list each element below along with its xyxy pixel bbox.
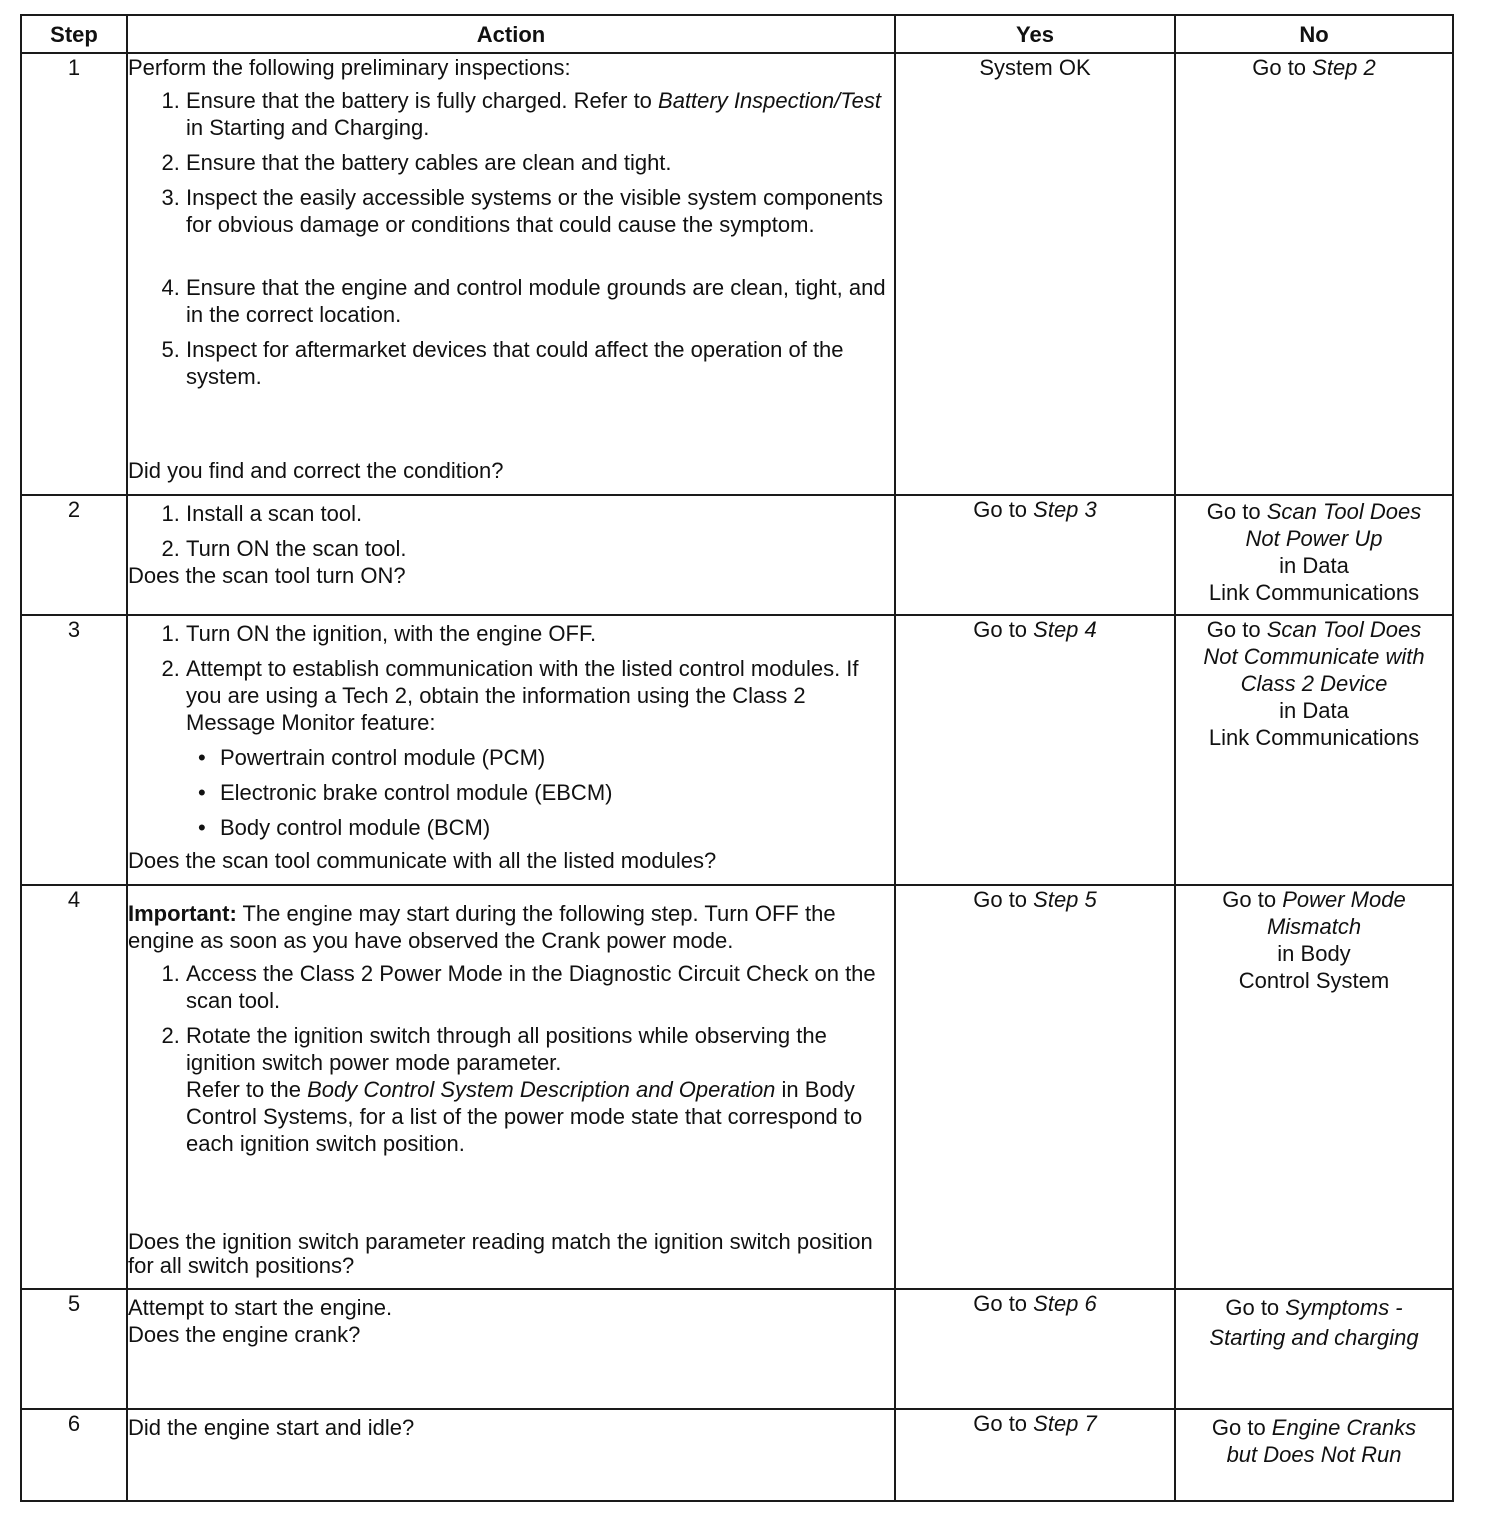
instruction-list (128, 500, 894, 562)
cross-reference-link: Step 5 (1033, 887, 1097, 912)
instruction-text: Attempt to start the engine. (128, 1295, 393, 1320)
list-item: • Powertrain control module (PCM) (220, 744, 894, 771)
list-item: 4. Ensure that the engine and control module grounds are clean, tight, and in the correct location. (186, 274, 894, 328)
step-number: 5 (21, 1289, 127, 1409)
list-item: 3. Inspect the easily accessible systems or the visible system components for obvious damage or conditions that could cause the symptom. (186, 184, 894, 238)
question-text: Did you find and correct the condition? (128, 458, 504, 483)
list-item: • Body control module (BCM) (220, 814, 894, 841)
action-cell (127, 885, 895, 1289)
cross-reference-link: Step 3 (1033, 497, 1097, 522)
list-item: 2. Ensure that the battery cables are clean and tight. (186, 149, 894, 176)
diagnostic-page (20, 14, 1454, 1502)
list-item: 2. Turn ON the scan tool. (186, 535, 894, 562)
step-number: 3 (21, 615, 127, 885)
action-cell (127, 495, 895, 615)
question-text: Did the engine start and idle? (128, 1415, 415, 1440)
header-step: Step (21, 15, 127, 53)
question-text: Does the scan tool communicate with all the listed modules? (128, 848, 717, 873)
no-result: Go to Symptoms - Starting and charging (1175, 1289, 1453, 1409)
yes-result: Go to Step 6 (895, 1289, 1175, 1409)
module-list (186, 744, 894, 841)
yes-result: Go to Step 5 (895, 885, 1175, 1289)
cross-reference-link: Step 7 (1033, 1411, 1097, 1436)
no-result: Go to Scan Tool Does Not Power Up in Data Link Communications (1175, 495, 1453, 615)
table-row-step-1 (21, 53, 1453, 495)
header-yes: Yes (895, 15, 1175, 53)
cross-reference-link: Body Control System Description and Operation (307, 1077, 776, 1102)
no-result: Go to Engine Cranks but Does Not Run (1175, 1409, 1453, 1501)
list-item: 1. Ensure that the battery is fully charged. Refer to Battery Inspection/Test in Starting and Charging. (186, 87, 894, 141)
step-number: 2 (21, 495, 127, 615)
cross-reference-link: Symptoms - (1285, 1295, 1403, 1320)
table-row-step-3 (21, 615, 1453, 885)
no-result: Go to Step 2 (1175, 53, 1453, 495)
cross-reference-link: Battery Inspection/Test (658, 88, 882, 113)
list-item: 5. Inspect for aftermarket devices that could affect the operation of the system. (186, 336, 894, 390)
table-row-step-5 (21, 1289, 1453, 1409)
list-item: 1. Turn ON the ignition, with the engine OFF. (186, 620, 894, 647)
instruction-list (128, 620, 894, 841)
list-item: 2. Attempt to establish communication with the listed control modules. If you are using a Tech 2, obtain the information using the Class 2 Message Monitor feature: • Powertrain control module (PCM) • Electronic brake control module (EBCM) • Body control module (BCM) (186, 655, 894, 841)
step-number: 4 (21, 885, 127, 1289)
instruction-list (128, 954, 894, 1157)
cross-reference-link: Engine Cranks (1271, 1415, 1417, 1440)
question-text: Does the engine crank? (128, 1322, 361, 1347)
instruction-list (128, 81, 894, 390)
yes-result: Go to Step 7 (895, 1409, 1175, 1501)
refer-note: Refer to the Body Control System Description and Operation in Body Control Systems, for a list of the power mode state that correspond to each ignition switch position. (186, 1077, 863, 1156)
cross-reference-link: Step 6 (1033, 1291, 1097, 1316)
action-cell (127, 1409, 895, 1501)
cross-reference-link: Step 4 (1033, 617, 1097, 642)
cross-reference-link: Scan Tool Does (1266, 617, 1422, 642)
list-item: 2. Rotate the ignition switch through all positions while observing the ignition switch power mode parameter. Refer to the Body Control System Description and Operation in Body Control Systems, for a list of the power mode state that correspond to each ignition switch position. (186, 1022, 894, 1157)
cross-reference-link: Step 2 (1312, 55, 1376, 80)
list-item: • Electronic brake control module (EBCM) (220, 779, 894, 806)
header-no: No (1175, 15, 1453, 53)
important-note: Important: The engine may start during the following step. Turn OFF the engine as soon as you have observed the Crank power mode. (128, 901, 836, 953)
no-result: Go to Scan Tool Does Not Communicate with Class 2 Device in Data Link Communications (1175, 615, 1453, 885)
diagnostic-table (20, 14, 1454, 1502)
question-text: Does the scan tool turn ON? (128, 563, 406, 588)
header-row (21, 15, 1453, 53)
action-cell (127, 53, 895, 495)
cross-reference-link: Scan Tool Does (1266, 499, 1422, 524)
intro-text: Perform the following preliminary inspections: (128, 55, 571, 80)
cross-reference-link: Power Mode (1282, 887, 1406, 912)
header-action: Action (127, 15, 895, 53)
table-row-step-4 (21, 885, 1453, 1289)
yes-result: Go to Step 3 (895, 495, 1175, 615)
yes-result: Go to Step 4 (895, 615, 1175, 885)
table-row-step-2 (21, 495, 1453, 615)
no-result: Go to Power Mode Mismatch in Body Control System (1175, 885, 1453, 1289)
question-text: Does the ignition switch parameter reading match the ignition switch position for all switch positions? (128, 1229, 873, 1278)
list-item: 1. Install a scan tool. (186, 500, 894, 527)
table-row-step-6 (21, 1409, 1453, 1501)
yes-result: System OK (895, 53, 1175, 495)
step-number: 1 (21, 53, 127, 495)
action-cell (127, 615, 895, 885)
list-item: 1. Access the Class 2 Power Mode in the Diagnostic Circuit Check on the scan tool. (186, 960, 894, 1014)
step-number: 6 (21, 1409, 127, 1501)
action-cell (127, 1289, 895, 1409)
